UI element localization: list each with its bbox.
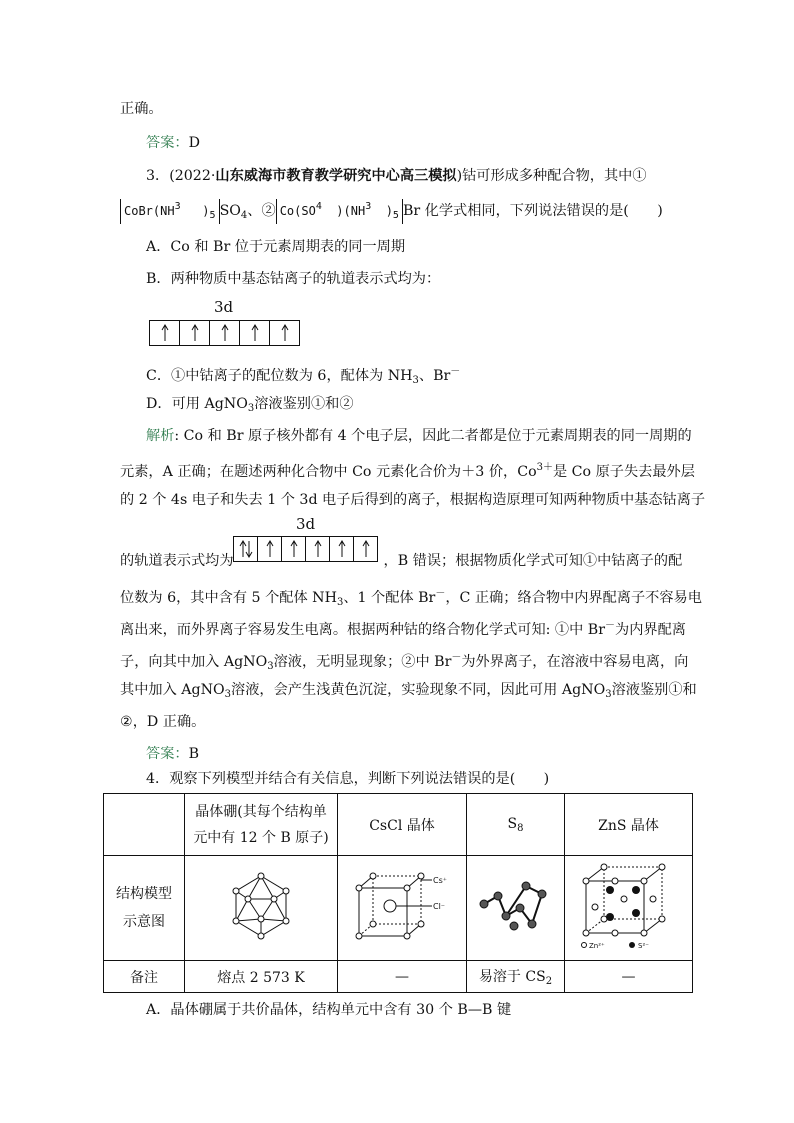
analysis-line-3: 的 2 个 4s 电子和失去 1 个 3d 电子后得到的离子，根据构造原理可知两种物质中基态钴离子 <box>120 492 706 508</box>
zns-note: — <box>565 961 693 993</box>
s8-ring-image <box>476 876 556 936</box>
analysis-line-6: 离出来，而外界离子容易发生电离。根据两种钴的络合物化学式可知: ①中 Br－为内界配离 <box>120 620 686 638</box>
analysis-line-4: 的轨道表示式均为 ，B 错误；根据物质化学式可知①中钴离子的配 <box>120 553 683 569</box>
answer-label: 答案： <box>146 135 189 151</box>
formula-1: $CoBr(NH^3$ )$_5$ <box>120 199 220 224</box>
orbital-box <box>258 537 282 561</box>
answer-line <box>146 133 200 153</box>
row-label-note: 备注 <box>104 961 185 993</box>
orbital-box <box>282 537 306 561</box>
question-4: 4．观察下列模型并结合有关信息，判断下列说法错误的是( ) <box>146 771 550 787</box>
header-zns: ZnS 晶体 <box>565 794 693 856</box>
question-source: 山东威海市教育教学研究中心高三模拟 <box>215 168 457 184</box>
orbital-box <box>234 537 258 561</box>
header-s8: $S_8$ <box>467 794 565 856</box>
option-c: C．①中钴离子的配位数为 6，配体为 $NH_3$、Br－ <box>146 366 461 386</box>
cscl-note: — <box>338 961 467 993</box>
boron-icosahedron-image <box>226 871 296 941</box>
orbital-diagram-1 <box>149 320 300 346</box>
option-d: D．可用 AgNO$_3$溶液鉴别①和② <box>146 396 354 414</box>
boron-note: 熔点 2 573 K <box>185 961 338 993</box>
header-cscl: CsCl 晶体 <box>338 794 467 856</box>
answer-value: D <box>188 135 200 151</box>
analysis-line-5: 位数为 6，其中含有 5 个配体 $NH_3$、1 个配体 Br－，C 正确；络合物中内界配离子不容易电 <box>120 588 702 608</box>
orbital-box <box>150 321 180 345</box>
answer-value: B <box>188 746 200 762</box>
orbital-box <box>306 537 330 561</box>
orbital-box <box>240 321 270 345</box>
s8-model-cell <box>467 856 565 961</box>
answer-label: 答案： <box>146 746 189 762</box>
answer-line <box>146 744 199 764</box>
zns-cell-image <box>574 861 684 951</box>
question-3-formula-line: $CoBr(NH^3$ )$_5$ $SO_4$、② $Co(SO^4$ )($NH^3$ )$_5$ Br 化学式相同，下列说法错误的是( ) <box>120 199 663 226</box>
orbital-box <box>210 321 240 345</box>
s-label: S²⁻ <box>637 942 649 950</box>
boron-model-cell <box>185 856 338 961</box>
analysis-line-9: ②，D 正确。 <box>120 714 206 730</box>
cs-label: Cs⁺ <box>433 876 447 885</box>
orbital-box <box>354 537 377 561</box>
cscl-cell-image <box>347 866 457 946</box>
header-boron: 晶体硼(其每个结构单 元中有 12 个 B 原子) <box>185 794 338 856</box>
option-a: A．Co 和 Br 位于元素周期表的同一周期 <box>146 239 406 255</box>
question-3: 3．(2022·山东威海市教育教学研究中心高三模拟)钴可形成多种配合物，其中① <box>146 168 647 184</box>
cl-label: Cl⁻ <box>433 902 446 911</box>
orbital-box <box>270 321 299 345</box>
analysis-line-8: 其中加入 AgNO$_3$溶液，会产生浅黄色沉淀，实验现象不同，因此可用 AgNO$_3$溶液鉴别①和 <box>120 682 697 700</box>
row-label-model: 结构模型 示意图 <box>104 856 185 961</box>
analysis-line-1: 解析: Co 和 Br 原子核外都有 4 个电子层，因此二者都是位于元素周期表的同一周期的 <box>146 428 692 444</box>
orbital-label: 3d <box>214 298 234 316</box>
zns-model-cell <box>565 856 693 961</box>
analysis-line-2: 元素，A 正确；在题述两种化合物中 Co 元素化合价为＋3 价，$Co^{3+}$是 Co 原子失去最外层 <box>120 462 695 480</box>
orbital-diagram-2 <box>233 536 378 562</box>
question-4-option-a: A．晶体硼属于共价晶体，结构单元中含有 30 个 B—B 键 <box>146 1002 512 1018</box>
orbital-box <box>330 537 354 561</box>
analysis-line-7: 子，向其中加入 AgNO$_3$溶液，无明显现象；②中 Br－为外界离子，在溶液中容易电离，向 <box>120 652 689 672</box>
orbital-box <box>180 321 210 345</box>
orbital-label: 3d <box>296 515 316 533</box>
option-b: B．两种物质中基态钴离子的轨道表示式均为： <box>146 271 441 287</box>
cscl-model-cell <box>338 856 467 961</box>
text-line: 正确。 <box>120 101 163 117</box>
analysis-label: 解析 <box>146 428 175 444</box>
formula-2: $Co(SO^4$ )($NH^3$ )$_5$ <box>276 199 403 224</box>
crystal-table <box>103 793 693 993</box>
s8-note: 易溶于 $CS_2$ <box>467 961 565 993</box>
table-corner <box>104 794 185 856</box>
zn-label: Zn²⁺ <box>588 942 605 950</box>
